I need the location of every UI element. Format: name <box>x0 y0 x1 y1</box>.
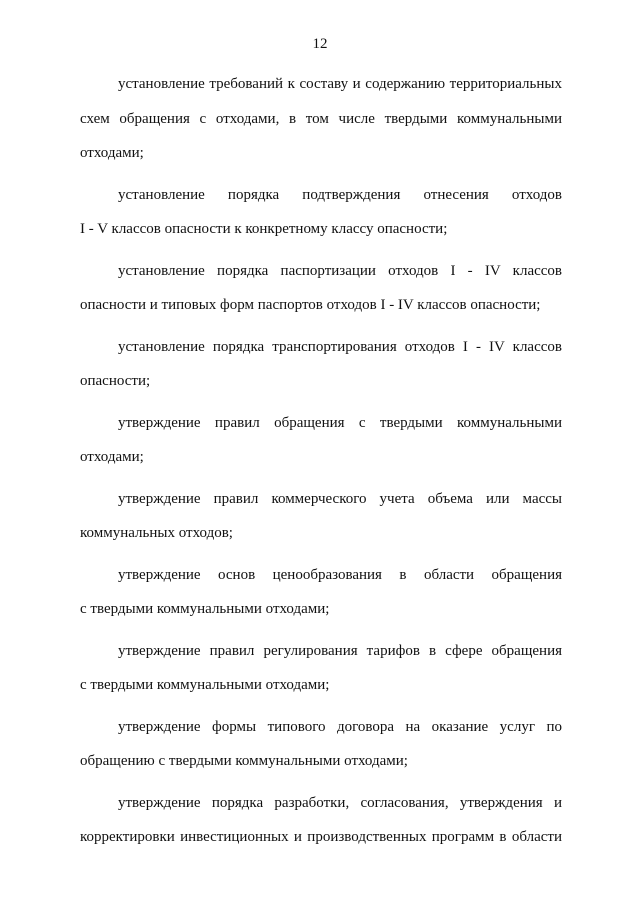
paragraph-line: установление порядка транспортирования отходов I - IV классов <box>118 338 562 355</box>
paragraph-transportation <box>80 330 562 399</box>
paragraph-hazard-class-confirmation <box>80 178 562 247</box>
paragraph-line: утверждение правил обращения с твердыми коммунальными <box>118 414 562 431</box>
paragraph-line: обращению с твердыми коммунальными отходами; <box>80 753 408 769</box>
page-number: 12 <box>312 36 328 52</box>
paragraph-line: отходами; <box>80 449 144 465</box>
paragraph-territorial-schemes <box>80 67 562 171</box>
paragraph-line: корректировки инвестиционных и производственных программ в области <box>80 829 562 845</box>
paragraph-commercial-accounting <box>80 482 562 551</box>
paragraph-line: установление порядка паспортизации отходов I - IV классов <box>118 262 562 279</box>
paragraph-standard-contract <box>80 710 562 779</box>
paragraph-line: установление порядка подтверждения отнесения отходов <box>118 186 562 203</box>
paragraph-line: опасности; <box>80 373 151 389</box>
paragraph-line: с твердыми коммунальными отходами; <box>80 601 330 617</box>
paragraph-line: утверждение правил регулирования тарифов в сфере обращения <box>118 642 562 659</box>
paragraph-investment-programs <box>80 786 562 855</box>
paragraph-line: опасности и типовых форм паспортов отходов I - IV классов опасности; <box>80 297 541 313</box>
paragraph-line: установление требований к составу и содержанию территориальных <box>118 76 562 92</box>
paragraph-handling-rules <box>80 406 562 475</box>
paragraph-line: утверждение порядка разработки, согласования, утверждения и <box>118 794 562 811</box>
paragraph-line: утверждение формы типового договора на оказание услуг по <box>118 718 562 735</box>
document-body <box>80 67 562 862</box>
paragraph-line: I - V классов опасности к конкретному классу опасности; <box>80 221 448 237</box>
paragraph-waste-passports <box>80 254 562 323</box>
paragraph-line: утверждение правил коммерческого учета объема или массы <box>118 490 562 507</box>
paragraph-pricing-basics <box>80 558 562 627</box>
paragraph-line: отходами; <box>80 145 144 161</box>
paragraph-line: схем обращения с отходами, в том числе твердыми коммунальными <box>80 110 562 127</box>
paragraph-line: коммунальных отходов; <box>80 525 233 541</box>
paragraph-line: утверждение основ ценообразования в области обращения <box>118 566 562 583</box>
paragraph-tariff-regulation <box>80 634 562 703</box>
paragraph-line: с твердыми коммунальными отходами; <box>80 677 330 693</box>
